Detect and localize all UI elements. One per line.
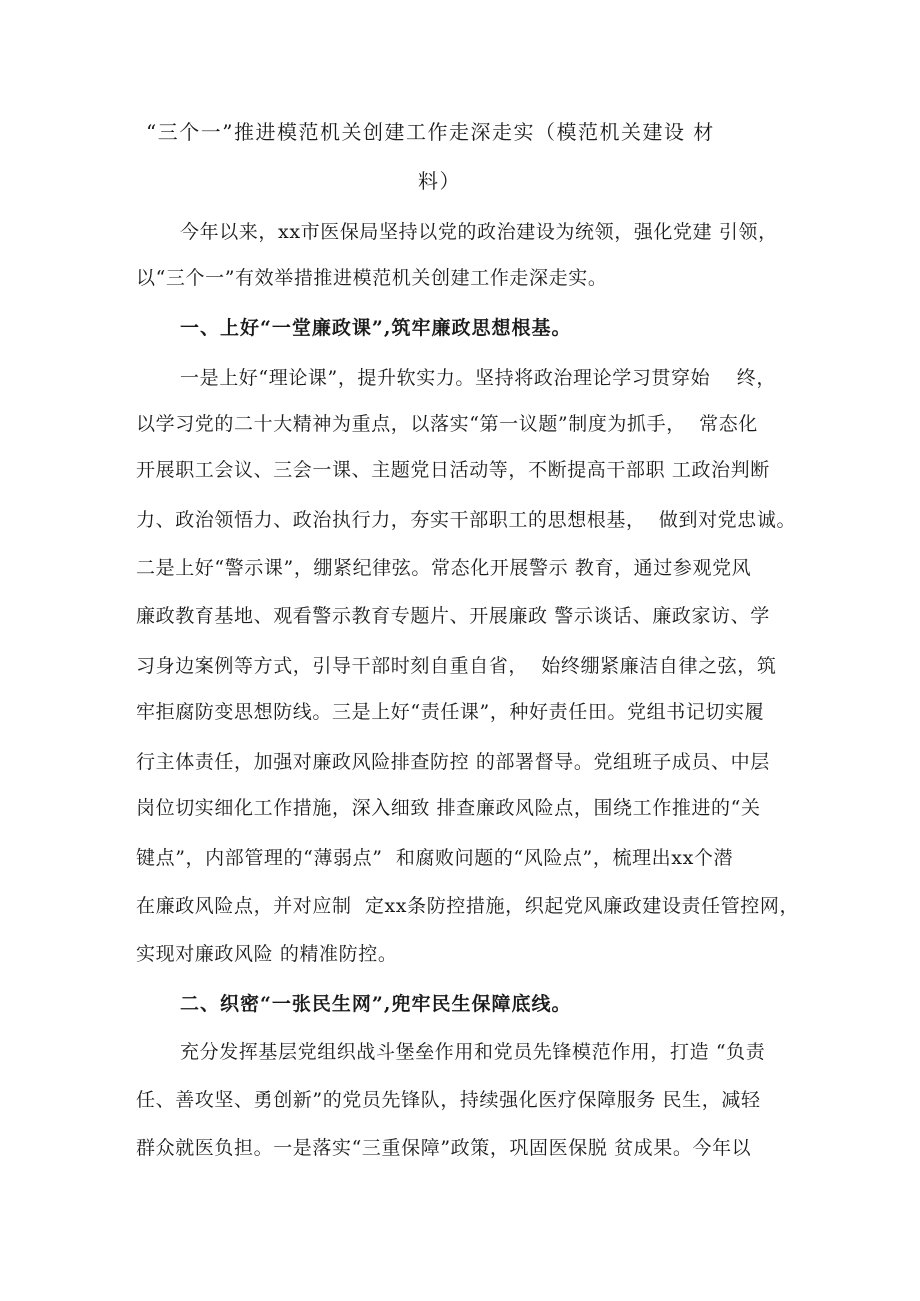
paragraph-line: 实现对廉政风险 的精准防控。 bbox=[136, 943, 398, 965]
section-heading: 二、织密“一张民生网”,兜牢民生保障底线。 bbox=[180, 993, 572, 1015]
paragraph-line: 行主体责任，加强对廉政风险排查防控 的部署督导。党组班子成员、中层 bbox=[136, 751, 770, 773]
paragraph-line: 开展职工会议、三会一课、主题党日活动等，不断提高干部职 工政治判断 bbox=[136, 459, 770, 481]
paragraph-line: 力、政治领悟力、政治执行力，夯实干部职工的思想根基， 做到对党忠诚。 bbox=[136, 509, 797, 531]
intro-line: 今年以来，xx市医保局坚持以党的政治建设为统领，强化党建 引领， bbox=[180, 221, 778, 243]
paragraph-line: 岗位切实细化工作措施，深入细致 排查廉政风险点，围绕工作推进的“关 bbox=[136, 797, 761, 819]
paragraph-line: 群众就医负担。一是落实“三重保障”政策，巩固医保脱 贫成果。今年以 bbox=[136, 1137, 752, 1159]
paragraph-line: 充分发挥基层党组织战斗堡垒作用和党员先锋模范作用，打造 “负责 bbox=[180, 1041, 766, 1063]
intro-line: 以“三个一”有效举措推进模范机关创建工作走深走实。 bbox=[136, 267, 608, 289]
paragraph-line: 在廉政风险点，并对应制 定xx条防控措施，织起党风廉政建设责任管控网， bbox=[136, 895, 800, 917]
paragraph-line: 习身边案例等方式，引导干部时刻自重自省， 始终绷紧廉洁自律之弦，筑 bbox=[136, 655, 777, 677]
paragraph-line: 廉政教育基地、观看警示教育专题片、开展廉政 警示谈话、廉政家访、学 bbox=[136, 605, 770, 627]
document-title-line-2: 料） bbox=[418, 169, 461, 193]
document-title-line-1: “三个一”推进模范机关创建工作走深走实（模范机关建设 材 bbox=[146, 120, 715, 144]
paragraph-line: 二是上好“警示课”，绷紧纪律弦。常态化开展警示 教育，通过参观党风 bbox=[136, 557, 752, 579]
paragraph-line: 一是上好“理论课”，提升软实力。坚持将政治理论学习贯穿始 终， bbox=[180, 367, 776, 389]
paragraph-line: 以学习党的二十大精神为重点，以落实“第一议题”制度为抓手， 常态化 bbox=[136, 413, 758, 435]
section-heading: 一、上好“一堂廉政课”,筑牢廉政思想根基。 bbox=[180, 317, 572, 339]
paragraph-line: 键点”，内部管理的“薄弱点” 和腐败问题的“风险点”，梳理出xx个潜 bbox=[136, 847, 734, 869]
paragraph-line: 任、善攻坚、勇创新”的党员先锋队，持续强化医疗保障服务 民生，减轻 bbox=[136, 1089, 761, 1111]
paragraph-line: 牢拒腐防变思想防线。三是上好“责任课”，种好责任田。党组书记切实履 bbox=[136, 701, 765, 723]
